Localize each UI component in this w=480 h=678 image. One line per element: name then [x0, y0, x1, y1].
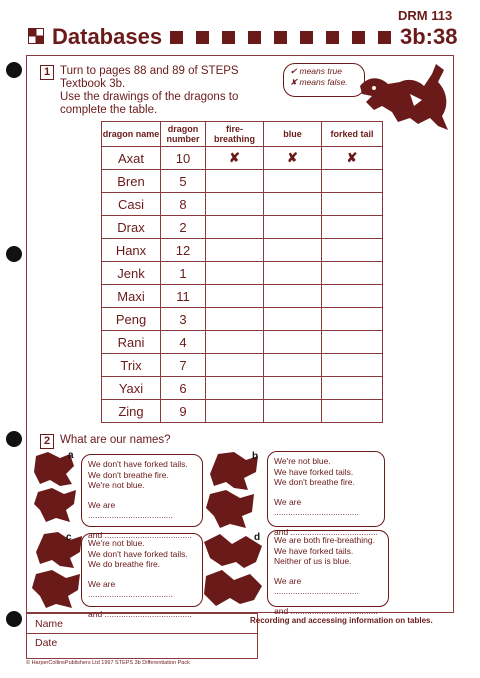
blue-cell[interactable] — [264, 193, 322, 216]
blue-cell[interactable] — [264, 216, 322, 239]
dragon-number: 6 — [161, 377, 206, 400]
fire-breathing-cell[interactable] — [206, 400, 264, 423]
answer-line-we-are[interactable]: We are .................................... — [88, 499, 174, 520]
fire-breathing-cell[interactable] — [206, 216, 264, 239]
dragon-table — [101, 121, 383, 423]
dragon-name: Axat — [102, 147, 161, 170]
table-row — [102, 400, 383, 423]
fire-breathing-cell[interactable] — [206, 354, 264, 377]
grid-icon — [28, 28, 44, 44]
blue-cell[interactable] — [264, 262, 322, 285]
blue-cell[interactable] — [264, 354, 322, 377]
name-field[interactable]: Name — [35, 618, 64, 630]
fire-breathing-cell[interactable] — [206, 285, 264, 308]
answer-line-we-are[interactable]: We are .................................... — [88, 578, 174, 599]
sheet-code: 3b:38 — [400, 24, 458, 49]
dragon-name: Zing — [102, 400, 161, 423]
dragon-name: Bren — [102, 170, 161, 193]
clue-card-d: We are both fire-breathing. We have forked tails. Neither of us is blue. We are .................................... and ..................................... — [267, 530, 389, 607]
key-speech-bubble: ✔ means true ✘ means false. — [283, 63, 365, 97]
dragon-name: Hanx — [102, 239, 161, 262]
answer-line-we-are[interactable]: We are .................................... — [274, 496, 360, 517]
table-row — [102, 308, 383, 331]
punch-hole — [6, 431, 22, 447]
dragon-pair-c-illustration — [30, 530, 86, 610]
fire-breathing-cell[interactable] — [206, 377, 264, 400]
blue-cell[interactable] — [264, 285, 322, 308]
table-row — [102, 216, 383, 239]
dragon-pair-b-illustration — [200, 450, 266, 530]
clue-card-c: We're not blue. We don't have forked tails. We do breathe fire. We are .................................... and ..................................... — [81, 533, 203, 607]
fire-breathing-cell[interactable] — [206, 170, 264, 193]
punch-hole — [6, 611, 22, 627]
dragon-name: Casi — [102, 193, 161, 216]
fire-breathing-cell[interactable] — [206, 308, 264, 331]
dragon-number: 10 — [161, 147, 206, 170]
dragon-number: 2 — [161, 216, 206, 239]
clue-card-a: We don't have forked tails. We don't breathe fire. We're not blue. We are .................................... and ..................................... — [81, 454, 203, 527]
dragon-name: Yaxi — [102, 377, 161, 400]
column-header: blue — [264, 122, 322, 147]
date-field[interactable]: Date — [27, 633, 257, 652]
dragon-name: Trix — [102, 354, 161, 377]
column-header: dragon name — [102, 122, 161, 147]
blue-cell[interactable] — [264, 239, 322, 262]
punch-hole — [6, 62, 22, 78]
table-row — [102, 147, 383, 170]
dragon-number: 4 — [161, 331, 206, 354]
table-row — [102, 331, 383, 354]
column-header: fire-breathing — [206, 122, 264, 147]
dragon-name: Rani — [102, 331, 161, 354]
forked-tail-cell[interactable] — [322, 285, 383, 308]
card-letter: a — [68, 450, 74, 461]
forked-tail-cell[interactable] — [322, 331, 383, 354]
forked-tail-cell[interactable] — [322, 193, 383, 216]
fire-breathing-cell[interactable] — [206, 193, 264, 216]
forked-tail-cell[interactable]: ✘ — [322, 147, 383, 170]
forked-tail-cell[interactable] — [322, 308, 383, 331]
question-1-number: 1 — [40, 65, 54, 80]
table-row — [102, 239, 383, 262]
dragon-number: 12 — [161, 239, 206, 262]
forked-tail-cell[interactable] — [322, 170, 383, 193]
forked-tail-cell[interactable] — [322, 239, 383, 262]
punch-hole — [6, 246, 22, 262]
table-row — [102, 193, 383, 216]
dragon-name: Jenk — [102, 262, 161, 285]
forked-tail-cell[interactable] — [322, 400, 383, 423]
dragon-number: 7 — [161, 354, 206, 377]
question-1-instructions: Turn to pages 88 and 89 of STEPS Textbook 3b. Use the drawings of the dragons to complete the table. — [60, 65, 239, 116]
answer-line-and[interactable]: and ..................................... — [88, 529, 192, 540]
blue-cell[interactable] — [264, 170, 322, 193]
table-row — [102, 285, 383, 308]
learning-objective: Recording and accessing information on tables. — [250, 616, 433, 625]
fire-breathing-cell[interactable] — [206, 331, 264, 354]
dragon-number: 5 — [161, 170, 206, 193]
fire-breathing-cell[interactable] — [206, 262, 264, 285]
blue-cell[interactable] — [264, 377, 322, 400]
dragon-pair-a-illustration — [30, 450, 80, 526]
dragon-name: Peng — [102, 308, 161, 331]
dragon-name: Maxi — [102, 285, 161, 308]
sheet-code-top: DRM 113 — [398, 8, 453, 23]
column-header: forked tail — [322, 122, 383, 147]
page-title: Databases — [52, 24, 163, 49]
answer-line-and[interactable]: and ..................................... — [88, 608, 192, 619]
forked-tail-cell[interactable] — [322, 216, 383, 239]
answer-line-we-are[interactable]: We are .................................... — [274, 575, 360, 596]
forked-tail-cell[interactable] — [322, 354, 383, 377]
dragon-name: Drax — [102, 216, 161, 239]
card-letter: b — [252, 451, 259, 462]
column-header: dragon number — [161, 122, 206, 147]
table-row — [102, 377, 383, 400]
copyright-notice: © HarperCollinsPublishers Ltd 1997 STEPS 3b Differentiation Pack — [26, 660, 190, 666]
dragon-number: 11 — [161, 285, 206, 308]
dragon-number: 8 — [161, 193, 206, 216]
clue-card-b: We're not blue. We have forked tails. We don't breathe fire. We are .................................... and ..................................... — [267, 451, 385, 527]
question-2-title: What are our names? — [60, 434, 171, 446]
card-letter: d — [254, 532, 261, 543]
answer-line-and[interactable]: and ..................................... — [274, 526, 378, 537]
name-date-box — [26, 613, 258, 659]
forked-tail-cell[interactable] — [322, 262, 383, 285]
answer-line-and[interactable]: and ..................................... — [274, 605, 378, 616]
table-row — [102, 354, 383, 377]
fire-breathing-cell[interactable]: ✘ — [206, 147, 264, 170]
dragon-pair-d-illustration — [200, 532, 266, 612]
blue-cell[interactable] — [264, 308, 322, 331]
fire-breathing-cell[interactable] — [206, 239, 264, 262]
table-row — [102, 262, 383, 285]
question-2-number: 2 — [40, 434, 54, 449]
dragon-number: 3 — [161, 308, 206, 331]
card-letter: c — [66, 532, 72, 543]
blue-cell[interactable] — [264, 400, 322, 423]
blue-cell[interactable] — [264, 331, 322, 354]
blue-cell[interactable]: ✘ — [264, 147, 322, 170]
dragon-number: 1 — [161, 262, 206, 285]
dragon-number: 9 — [161, 400, 206, 423]
table-row — [102, 170, 383, 193]
forked-tail-cell[interactable] — [322, 377, 383, 400]
